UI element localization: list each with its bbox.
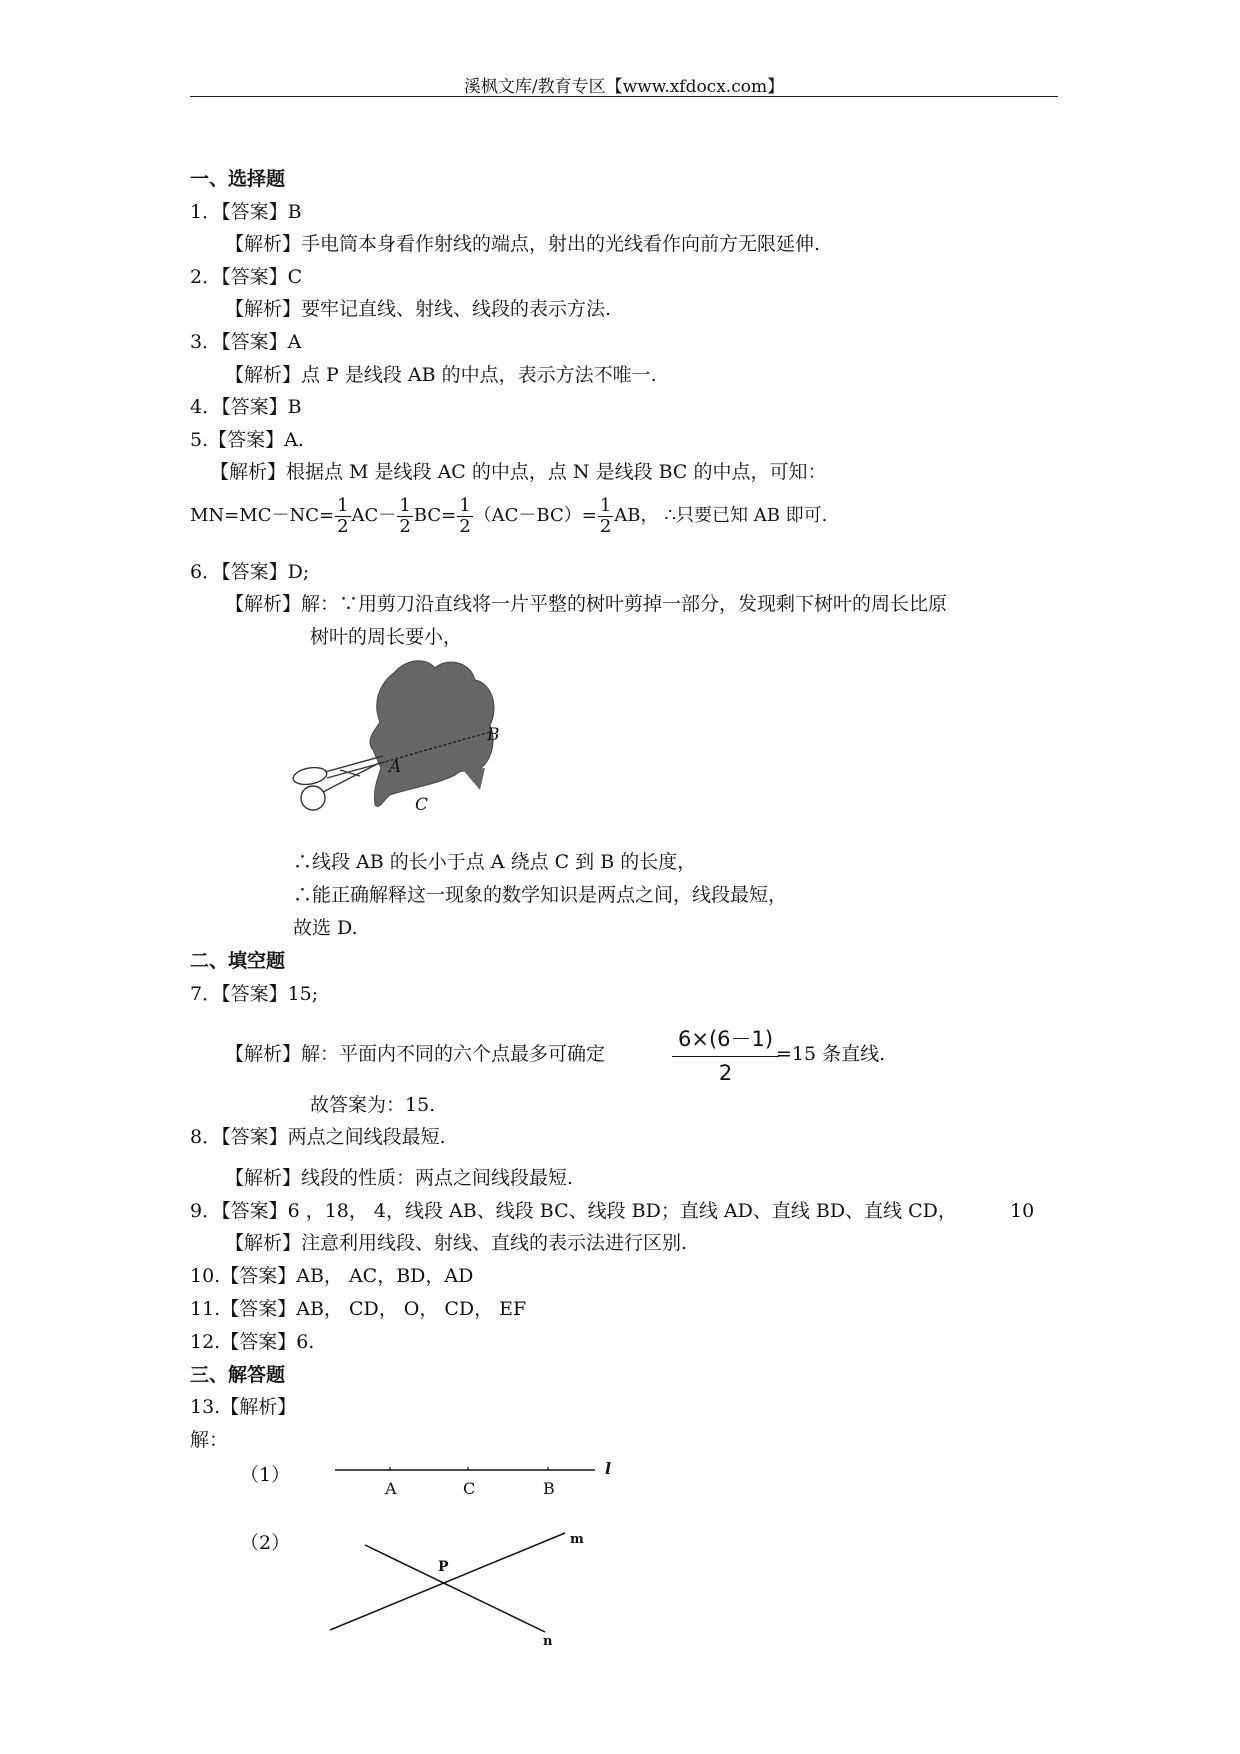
q5-answer: 5.【答案】A.	[190, 429, 304, 451]
q7-answer: 7．【答案】15;	[190, 983, 319, 1005]
q6-conclusion-3: 故选 D.	[293, 917, 358, 939]
q11-answer: 11.【答案】AB， CD， O， CD， EF	[190, 1298, 527, 1320]
q7-conclusion: 故答案为：15.	[310, 1094, 436, 1116]
line-l-label: l	[605, 1459, 612, 1478]
q8-analysis: 【解析】线段的性质：两点之间线段最短.	[225, 1167, 574, 1189]
q13-part2-label: （2）	[240, 1532, 291, 1554]
q6-conclusion-1: ∴线段 AB 的长小于点 A 绕点 C 到 B 的长度，	[293, 851, 697, 873]
q9-answer: 9．【答案】6 ，18， 4，线段 AB、线段 BC、线段 BD；直线 AD、直线 BD、直线 CD，	[190, 1200, 957, 1222]
point-c-label: C	[463, 1479, 476, 1498]
fraction-denominator: 2	[459, 515, 471, 537]
formula-part: BC=	[413, 505, 457, 526]
q13-part1-label: （1）	[240, 1464, 291, 1486]
fraction-denominator: 2	[337, 515, 349, 537]
q5-formula	[190, 495, 827, 537]
q2-analysis: 【解析】要牢记直线、射线、线段的表示方法.	[225, 298, 612, 320]
q6-analysis-line2: 树叶的周长要小，	[310, 626, 463, 648]
q5-analysis: 【解析】根据点 M 是线段 AC 的中点，点 N 是线段 BC 的中点，可知：	[210, 461, 827, 483]
q6-answer: 6．【答案】D;	[190, 561, 310, 583]
point-p-label: P	[438, 1559, 449, 1575]
line-n	[365, 1545, 545, 1632]
formula-part: AC－	[351, 505, 397, 526]
line-m	[330, 1533, 565, 1630]
fraction-half	[598, 496, 613, 537]
q8-answer: 8．【答案】两点之间线段最短.	[190, 1126, 446, 1148]
label-a: A	[389, 757, 402, 777]
section-title-fill: 二、填空题	[190, 950, 286, 972]
q9-answer-tail: 10	[1010, 1200, 1035, 1222]
header-rule	[190, 96, 1058, 97]
q13-answer: 13.【解析】	[190, 1396, 297, 1418]
fraction-denominator: 2	[599, 515, 612, 537]
q7-analysis-prefix: 【解析】解：平面内不同的六个点最多可确定	[225, 1043, 606, 1065]
fraction-half	[457, 496, 472, 537]
formula-part: MN=MC－NC=	[190, 505, 335, 526]
fraction-denominator: 2	[399, 515, 411, 537]
line-m-label: m	[570, 1532, 584, 1547]
label-c: C	[415, 795, 429, 815]
q7-fraction-numerator: 6×(6－1)	[672, 1023, 779, 1057]
point-b-label: B	[543, 1479, 555, 1498]
point-a-label: A	[385, 1479, 397, 1498]
q10-answer: 10.【答案】AB， AC，BD，AD	[190, 1265, 474, 1287]
q4-answer: 4．【答案】B	[190, 396, 302, 418]
label-b: B	[487, 725, 500, 745]
formula-part: （AC－BC）=	[473, 505, 597, 526]
fraction-numerator: 1	[337, 494, 349, 516]
q9-analysis: 【解析】注意利用线段、射线、直线的表示法进行区别.	[225, 1232, 688, 1254]
formula-conclusion: ∴只要已知 AB 即可.	[664, 505, 828, 526]
q3-analysis: 【解析】点 P 是线段 AB 的中点，表示方法不唯一.	[225, 364, 657, 386]
q13-jie: 解：	[190, 1429, 229, 1451]
fraction-numerator: 1	[459, 494, 471, 516]
q6-conclusion-2: ∴能正确解释这一现象的数学知识是两点之间，线段最短，	[293, 884, 788, 906]
line-abc-figure	[330, 1450, 620, 1500]
q1-analysis: 【解析】手电筒本身看作射线的端点，射出的光线看作向前方无限延伸.	[225, 233, 821, 255]
line-n-label: n	[543, 1634, 553, 1649]
fraction-numerator: 1	[399, 494, 411, 516]
section-title-solve: 三、解答题	[190, 1364, 286, 1386]
leaf-scissors-figure	[285, 650, 545, 825]
q3-answer: 3．【答案】A	[190, 331, 302, 353]
formula-part: AB，	[614, 505, 659, 526]
fraction-half	[397, 496, 412, 537]
q7-fraction-denominator: 2	[718, 1061, 733, 1085]
q12-answer: 12.【答案】6.	[190, 1331, 315, 1353]
page-header: 溪枫文库/教育专区【www.xfdocx.com】	[463, 77, 785, 97]
q2-answer: 2．【答案】C	[190, 266, 303, 288]
fraction-half	[335, 496, 350, 537]
fraction-numerator: 1	[599, 494, 612, 516]
q1-answer: 1．【答案】B	[190, 201, 302, 223]
q7-fraction	[672, 1023, 779, 1085]
leaf-tip	[463, 768, 485, 790]
q6-analysis-line1: 【解析】解：∵用剪刀沿直线将一片平整的树叶剪掉一部分，发现剩下树叶的周长比原	[225, 593, 948, 615]
intersecting-lines-figure	[320, 1515, 590, 1650]
scissors-icon	[292, 756, 385, 810]
section-title-choice: 一、选择题	[190, 168, 286, 190]
q7-analysis-suffix: =15 条直线.	[776, 1043, 886, 1065]
